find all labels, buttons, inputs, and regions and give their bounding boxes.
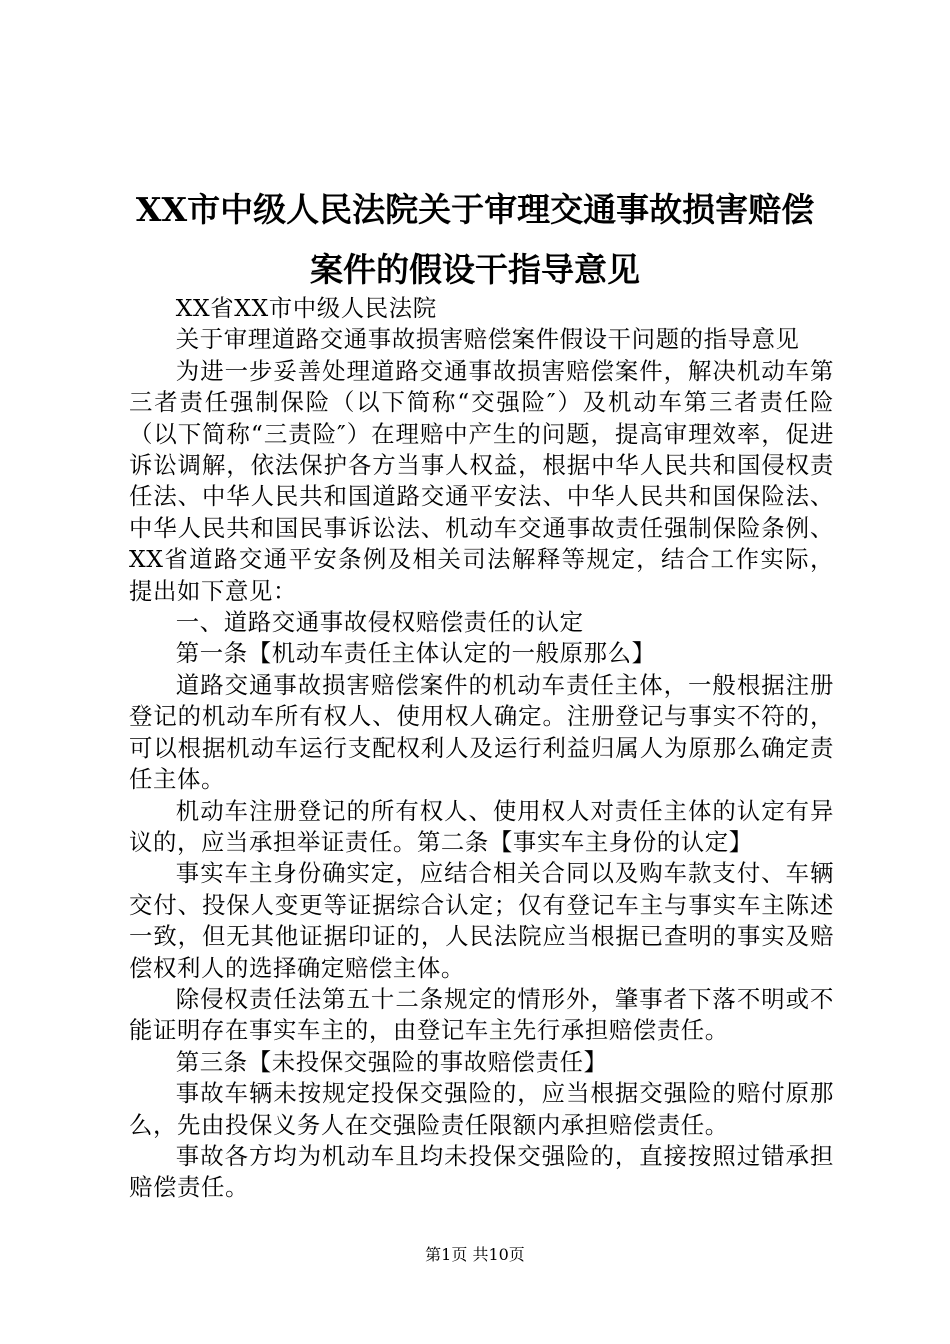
paragraph-court-name: XX省XX市中级人民法院 xyxy=(175,294,437,322)
paragraph-opinion-title: 关于审理道路交通事故损害赔偿案件假设干问题的指导意见 xyxy=(175,325,800,354)
paragraph-article-3: 事故车辆未按规定投保交强险的，应当根据交强险的赔付原那么，先由投保义务人在交强险责任限额内承担赔偿责任。 xyxy=(129,1079,834,1139)
page-number-footer: 第1页 共10页 xyxy=(425,1245,525,1264)
paragraph-article-3-fault: 事故各方均为机动车且均未投保交强险的，直接按照过错承担赔偿责任。 xyxy=(129,1141,834,1202)
document-body xyxy=(129,293,834,1204)
section-heading-1: 一、道路交通事故侵权赔偿责任的认定 xyxy=(175,608,584,637)
paragraph-article-2: 事实车主身份确实定，应结合相关合同以及购车款支付、车辆交付、投保人变更等证据综合认定；仅有登记车主与事实车主陈述一致，但无其他证据印证的，人民法院应当根据已查明的事实及赔偿权利人的选择确定赔偿主体。 xyxy=(129,859,834,982)
paragraph-preamble: 为进一步妥善处理道路交通事故损害赔偿案件，解决机动车第三者责任强制保险（以下简称“交强险″）及机动车第三者责任险（以下简称“三责险″）在理赔中产生的问题，提高审理效率，促进诉讼调解，依法保护各方当事人权益，根据中华人民共和国侵权责任法、中华人民共和国道路交通平安法、中华人民共和国保险法、中华人民共和国民事诉讼法、机动车交通事故责任强制保险条例、XX省道路交通平安条例及相关司法解释等规定，结合工作实际，提出如下意见： xyxy=(129,356,834,605)
article-heading-3: 第三条【未投保交强险的事故赔偿责任】 xyxy=(175,1047,608,1076)
paragraph-article-1: 道路交通事故损害赔偿案件的机动车责任主体，一般根据注册登记的机动车所有权人、使用权人确定。注册登记与事实不符的，可以根据机动车运行支配权利人及运行利益归属人为原那么确定责任主体。 xyxy=(129,670,834,794)
paragraph-article-1-burden: 机动车注册登记的所有权人、使用权人对责任主体的认定有异议的，应当承担举证责任。第二条【事实车主身份的认定】 xyxy=(129,796,834,856)
article-heading-1: 第一条【机动车责任主体认定的一般原那么】 xyxy=(175,639,656,668)
document-title: XX市中级人民法院关于审理交通事故损害赔偿案件的假设干指导意见 xyxy=(135,190,815,289)
paragraph-article-2-exception: 除侵权责任法第五十二条规定的情形外，肇事者下落不明或不能证明存在事实车主的，由登记车主先行承担赔偿责任。 xyxy=(129,984,834,1045)
